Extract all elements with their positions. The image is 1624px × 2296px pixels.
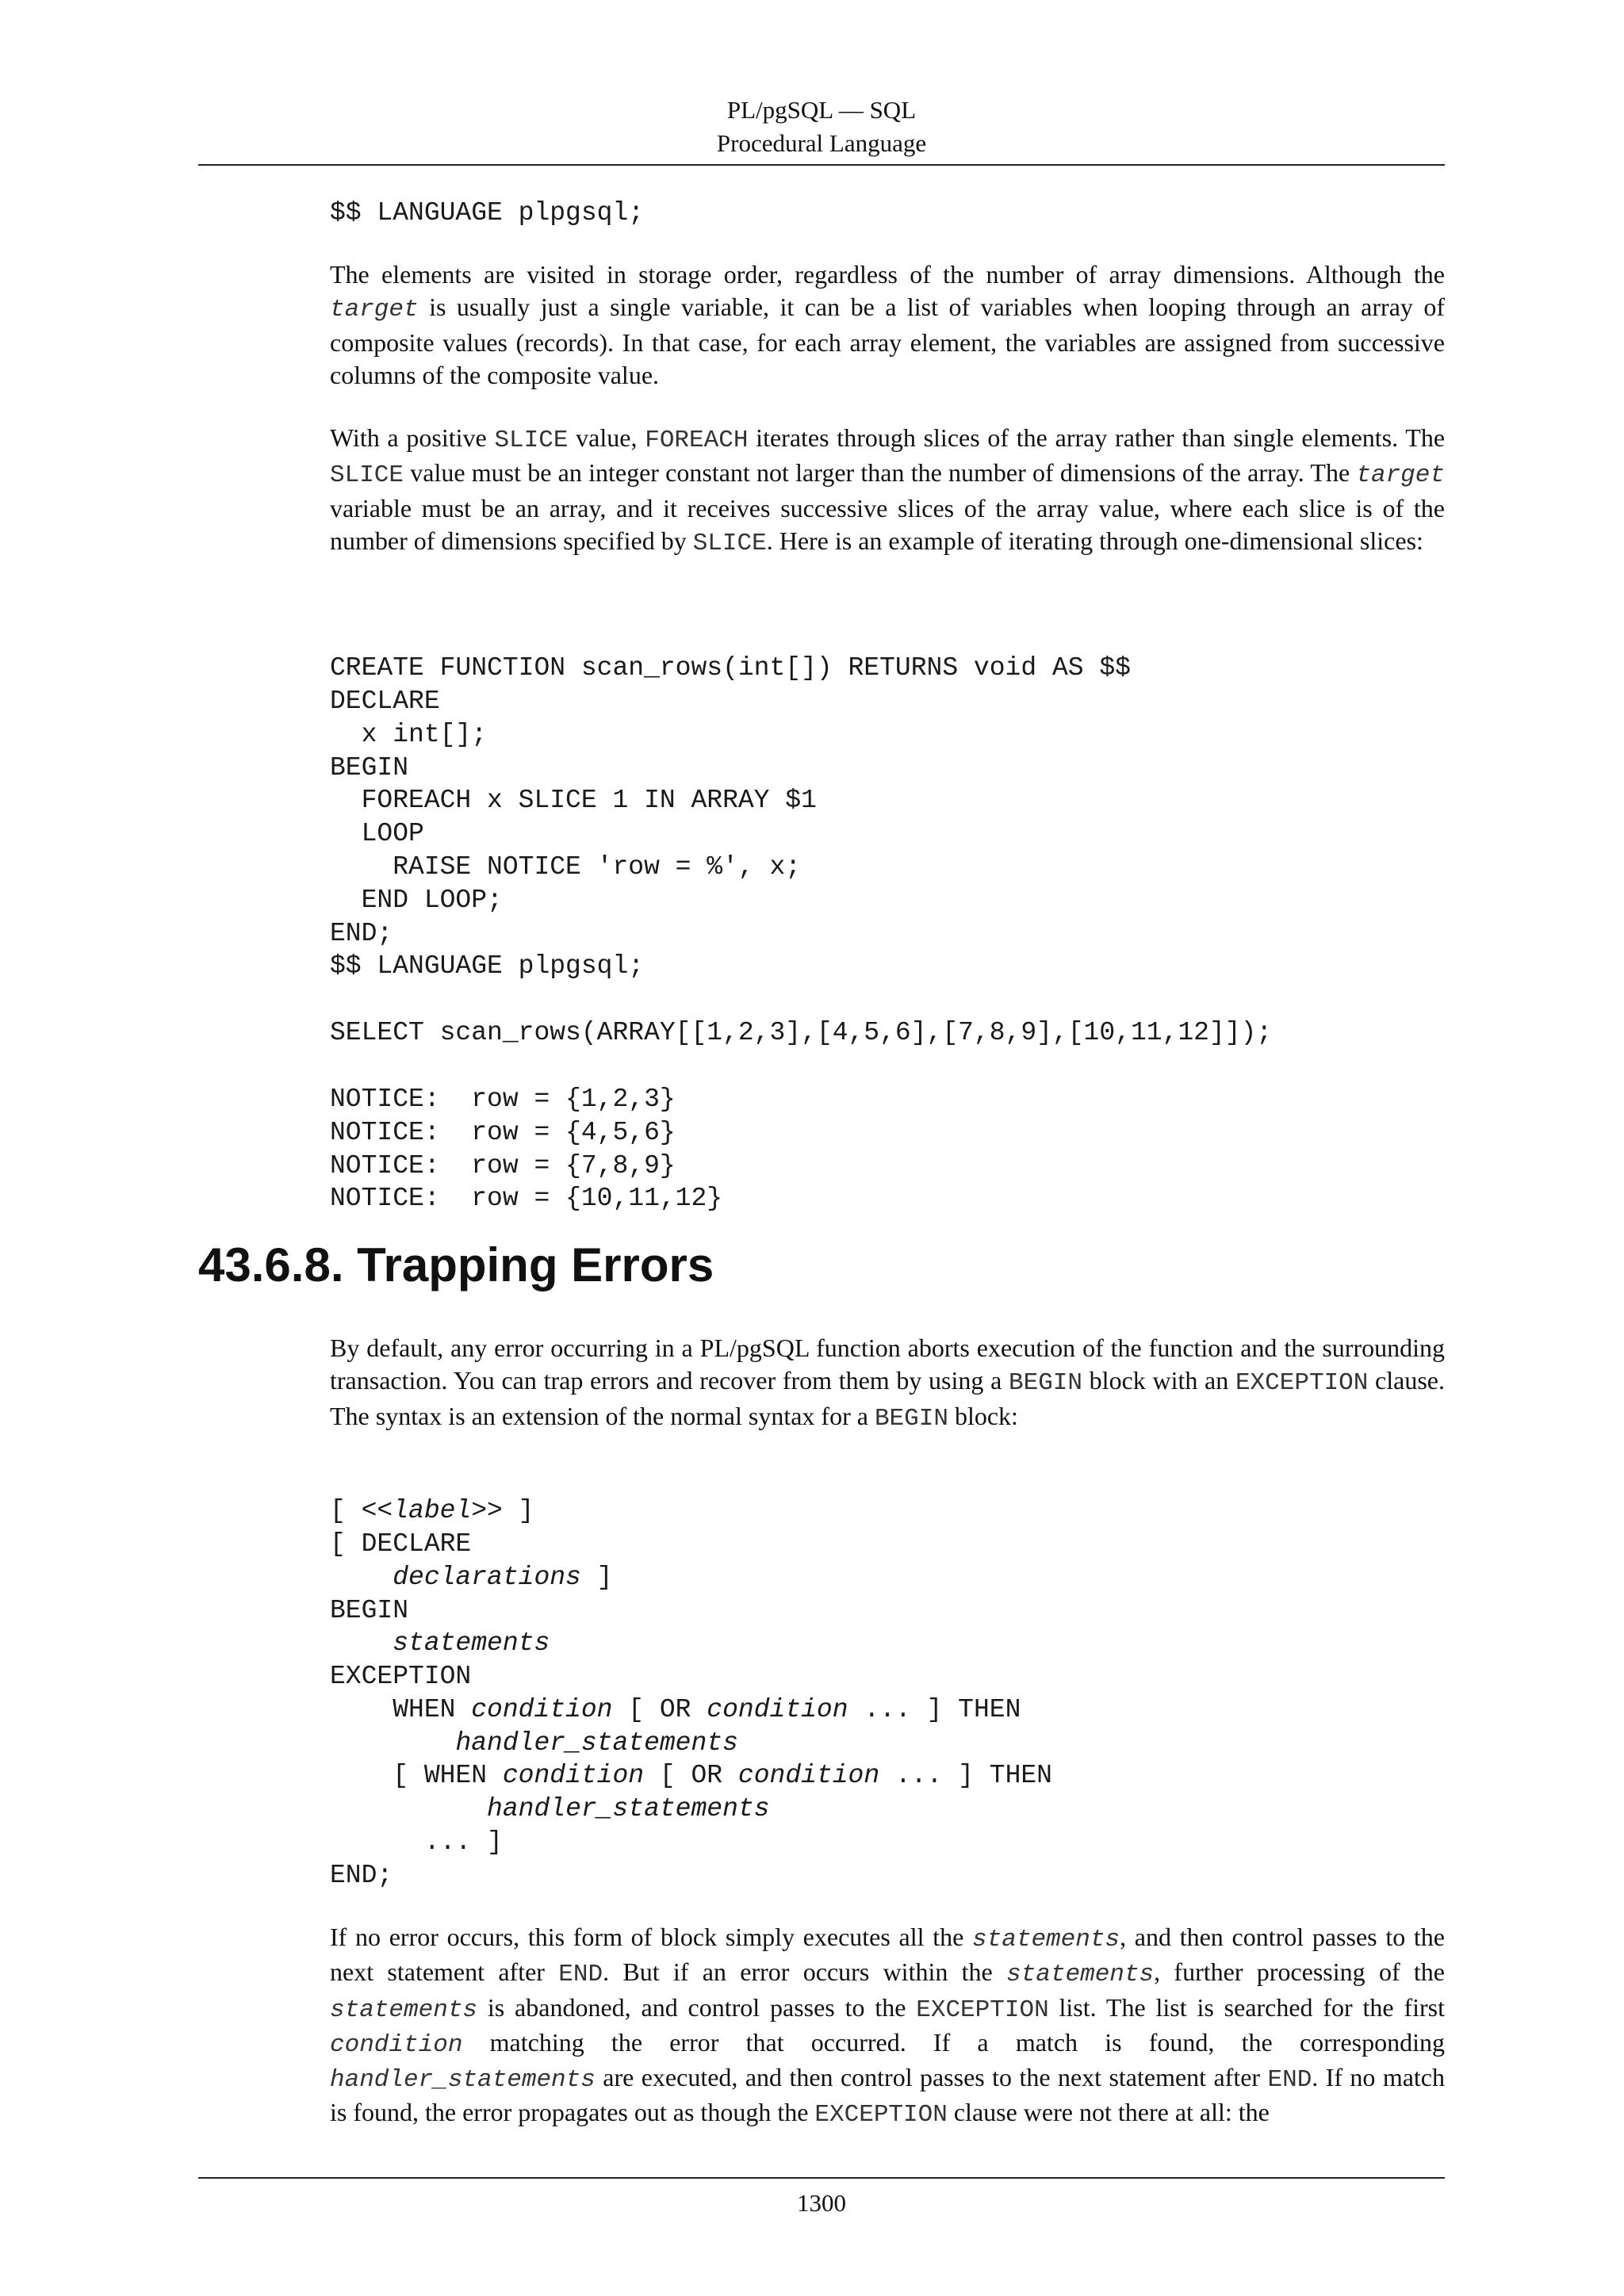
code-line: RAISE NOTICE 'row = %', x; (330, 852, 802, 882)
footer-rule (198, 2177, 1445, 2179)
code-line: $$ LANGUAGE plpgsql; (330, 198, 645, 228)
code-line: x int[]; (330, 720, 488, 749)
code-line: handler_statements (455, 1728, 738, 1758)
code-line: NOTICE: row = {1,2,3} (330, 1085, 676, 1114)
code-line: SELECT scan_rows(ARRAY[[1,2,3],[4,5,6],[7,8,9],[10,11,12]]); (330, 1018, 1273, 1047)
paragraph-slice: With a positive SLICE value, FOREACH iterates through slices of the array rather than single elements. The SLICE value must be an integer constant not larger than the number of dimensions of the array. The target variable must be an array, and it receives successive slices of the array value, where each slice is of the number of dimensions specified by SLICE. Here is an example of iterating through one-dimensional slices: (330, 423, 1446, 557)
code-line: [ <<label>> ] (330, 1496, 534, 1525)
code-line: DECLARE (330, 687, 440, 716)
code-line: NOTICE: row = {4,5,6} (330, 1118, 676, 1147)
inline-code: BEGIN (874, 1404, 948, 1433)
inline-code: END (1267, 2066, 1312, 2095)
code-line: LOOP (330, 819, 424, 848)
inline-code: statements (1006, 1961, 1155, 1989)
inline-code: EXCEPTION (1235, 1369, 1369, 1398)
code-line: [ DECLARE (330, 1529, 472, 1559)
inline-code: END (558, 1961, 603, 1989)
code-line: $$ LANGUAGE plpgsql; (330, 951, 645, 981)
code-line: statements (393, 1628, 550, 1658)
page-number: 1300 (797, 2189, 846, 2217)
inline-code: SLICE (692, 529, 767, 557)
inline-code: EXCEPTION (814, 2101, 948, 2130)
inline-code: statements (330, 1996, 478, 2024)
code-line: BEGIN (330, 753, 409, 783)
inline-code: target (330, 296, 419, 324)
code-line: declarations ] (393, 1563, 613, 1592)
inline-code: SLICE (494, 427, 569, 454)
code-line: END LOOP; (330, 886, 503, 915)
code-line: BEGIN (330, 1596, 409, 1625)
section-title: 43.6.8. Trapping Errors (198, 1238, 714, 1292)
running-header (198, 94, 1445, 160)
inline-code: FOREACH (645, 427, 749, 454)
header-title: PL/pgSQL — SQL (726, 96, 917, 124)
inline-code: target (1356, 461, 1445, 490)
code-line: NOTICE: row = {7,8,9} (330, 1151, 676, 1181)
inline-code: BEGIN (1008, 1369, 1082, 1398)
paragraph-exception-flow: If no error occurs, this form of block simply executes all the statements, and then control passes to the next statement after END. But if an error occurs within the statements, further processing of the statements is abandoned, and control passes to the EXCEPTION list. The list is searched for the first condition matching the error that occurred. If a match is found, the corresponding handler_statements are executed, and then control passes to the next statement after END. If no match is found, the error propagates out as though the EXCEPTION clause were not there at all: the (330, 1923, 1446, 2130)
paragraph-foreach-order: The elements are visited in storage order, regardless of the number of array dimensions. Although the target is usually just a single variable, it can be a list of variables when looping through an array of composite values (records). In that case, for each array element, the variables are assigned from successive columns of the composite value. (330, 260, 1445, 389)
code-line: EXCEPTION (330, 1662, 472, 1691)
code-line: handler_statements (487, 1794, 770, 1823)
header-rule (198, 164, 1445, 166)
code-line: END; (330, 919, 393, 948)
inline-code: EXCEPTION (916, 1996, 1049, 2024)
code-line: END; (330, 1861, 393, 1890)
code-line: WHEN condition [ OR condition ... ] THEN (330, 1695, 1021, 1724)
header-subtitle: Procedural Language (716, 129, 927, 157)
inline-code: SLICE (330, 461, 404, 490)
code-line: ... ] (330, 1827, 503, 1857)
code-line: [ WHEN condition [ OR condition ... ] THEN (330, 1761, 1052, 1790)
inline-code: condition (330, 2030, 463, 2059)
code-line: NOTICE: row = {10,11,12} (330, 1184, 723, 1213)
inline-code: handler_statements (330, 2066, 596, 2095)
paragraph-trapping-intro: By default, any error occurring in a PL/pgSQL function aborts execution of the function and the surrounding transaction. You can trap errors and recover from them by using a BEGIN block with an EXCEPTION clause. The syntax is an extension of the normal syntax for a BEGIN block: (330, 1334, 1446, 1433)
code-line: FOREACH x SLICE 1 IN ARRAY $1 (330, 786, 817, 815)
inline-code: statements (972, 1926, 1120, 1954)
code-line: CREATE FUNCTION scan_rows(int[]) RETURNS void AS $$ (330, 653, 1131, 683)
